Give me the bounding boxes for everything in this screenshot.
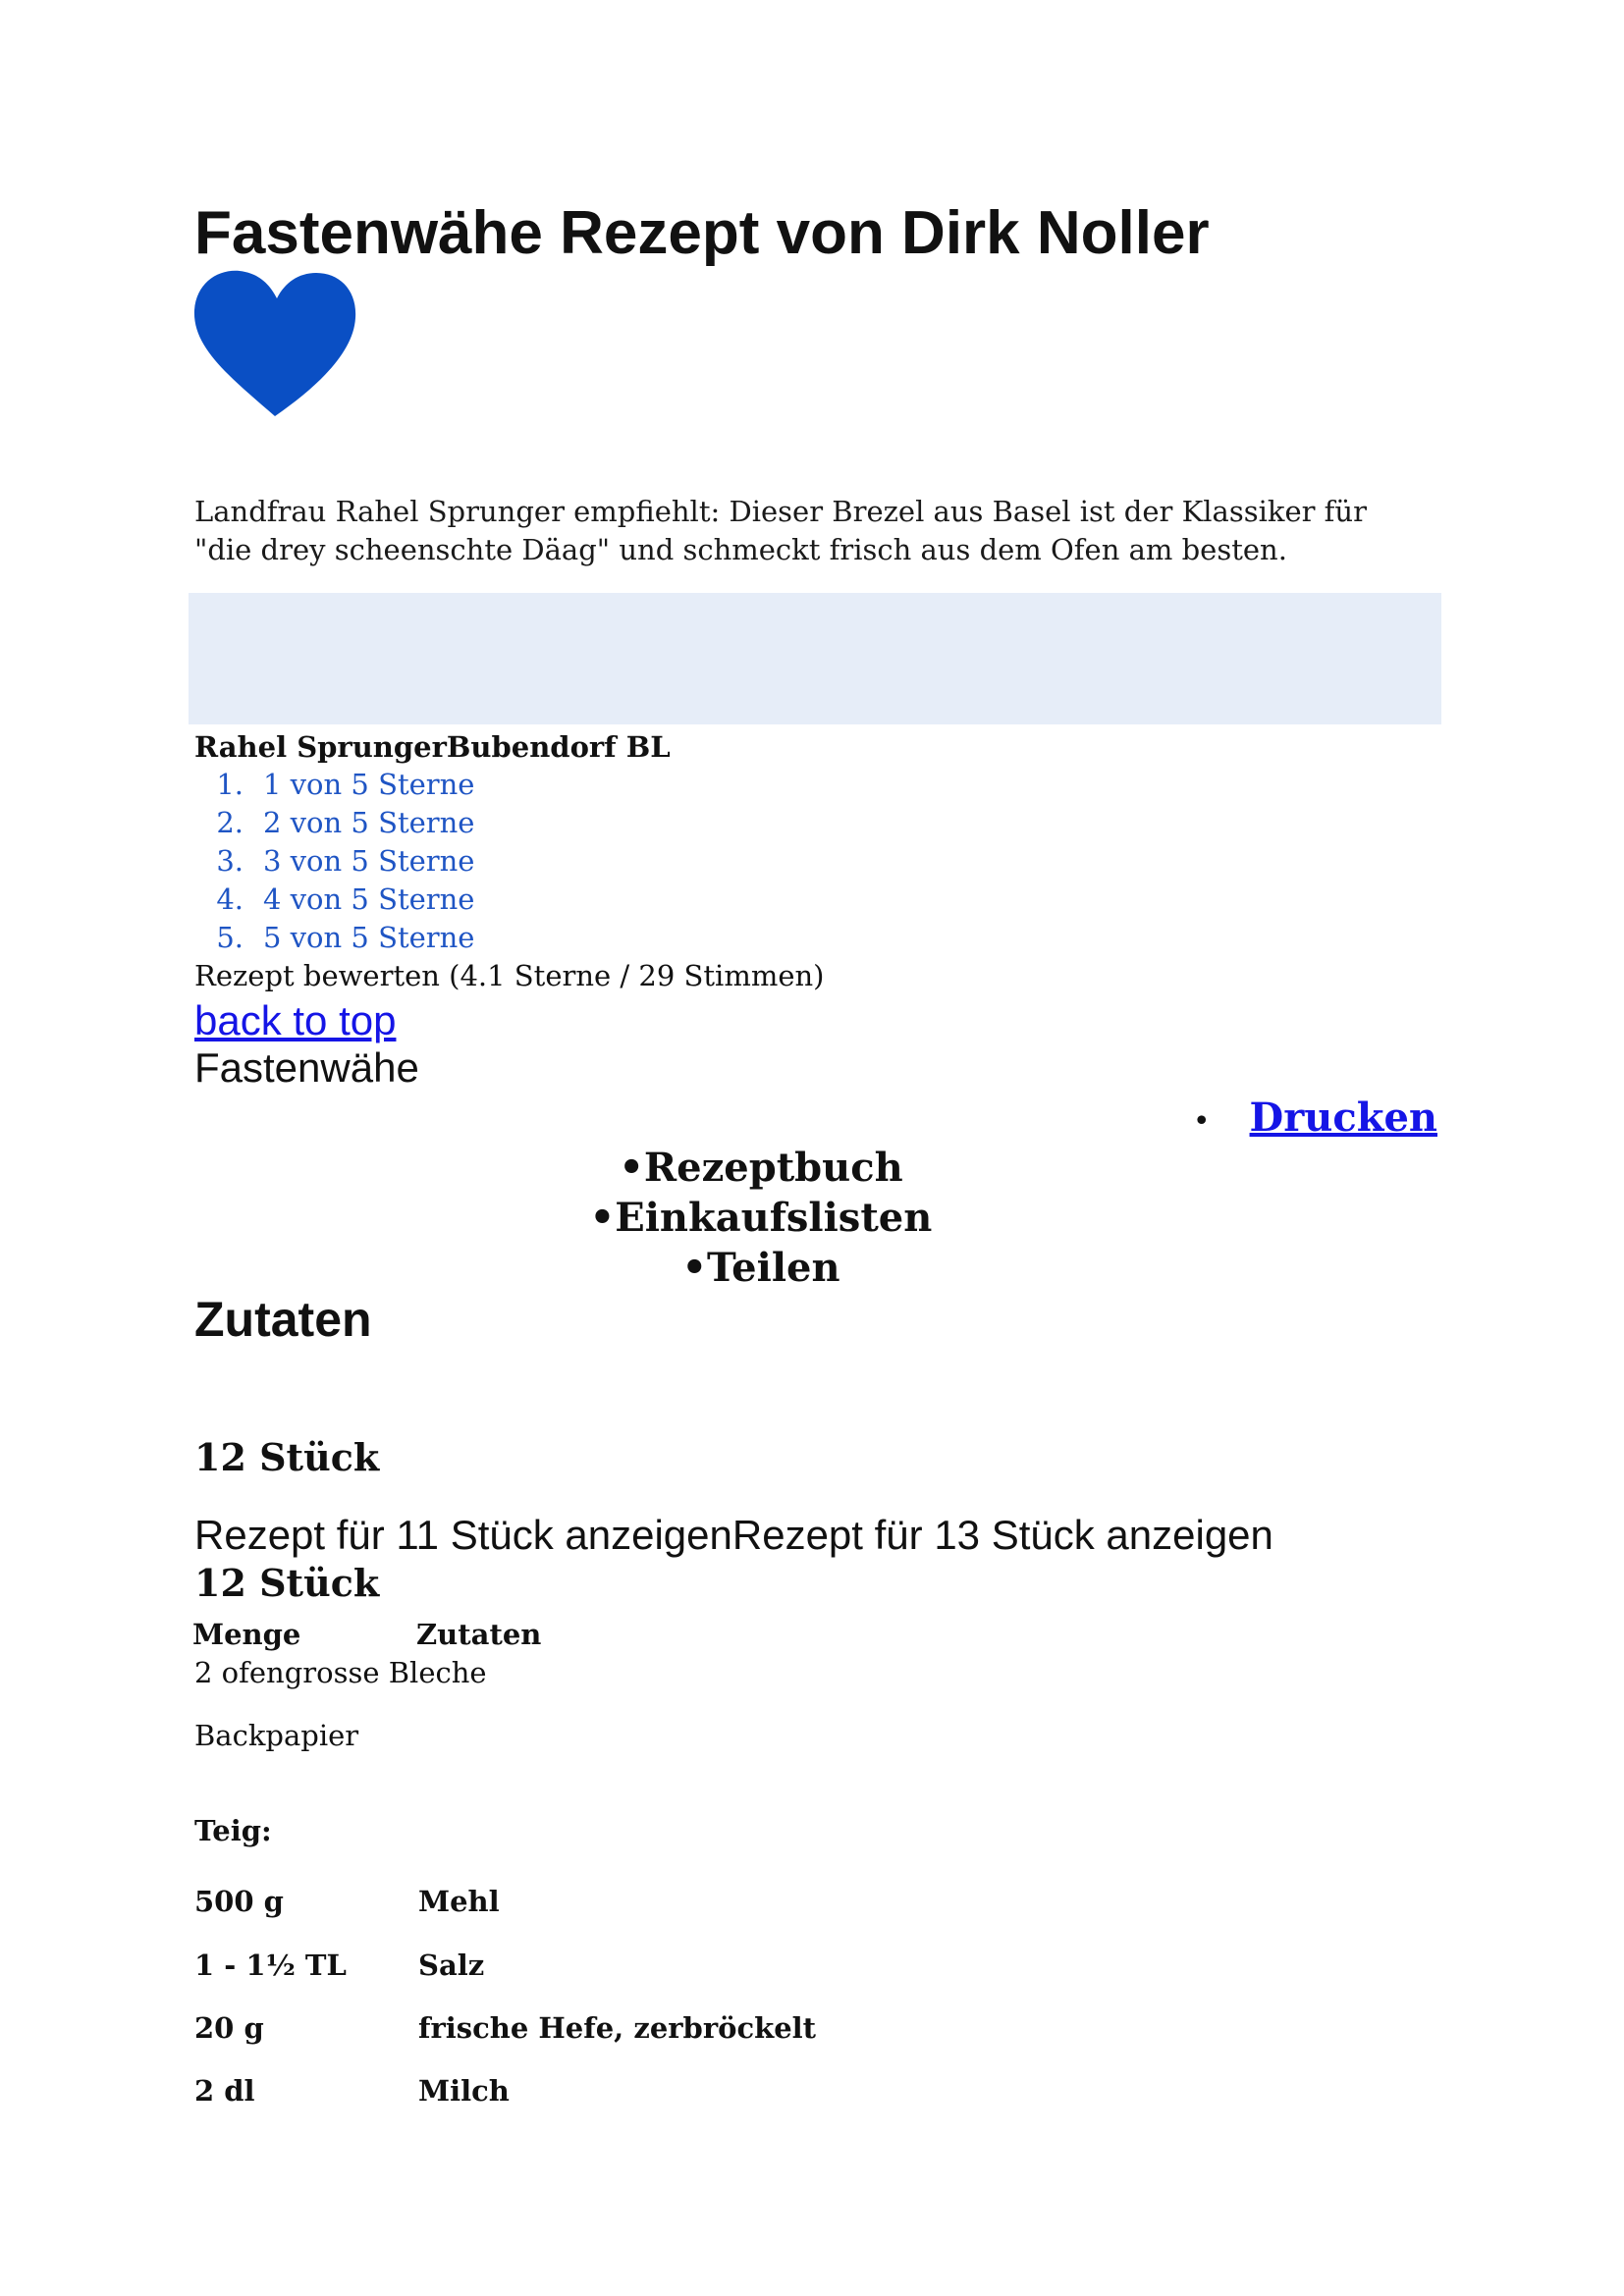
bullet: • (1192, 1104, 1211, 1139)
ingredient-amount: 500 g (194, 1885, 284, 1918)
ad-banner (189, 593, 1441, 724)
ingredient-amount: 2 dl (194, 2074, 255, 2108)
star-rating-item[interactable] (194, 804, 474, 842)
ingredient-name: Mehl (418, 1885, 500, 1918)
portion-size: 12 Stück (194, 1435, 380, 1479)
ingredient-name: frische Hefe, zerbröckelt (418, 2011, 817, 2045)
recipe-actions (194, 1143, 1327, 1293)
print-action (1193, 1094, 1437, 1147)
list-number: 3. (216, 844, 244, 878)
star-rating-list (194, 766, 474, 957)
star-rating-item[interactable] (194, 919, 474, 957)
ingredient-amount: 1 - 1½ TL (194, 1949, 347, 1982)
ingredient-name: Milch (418, 2074, 510, 2108)
ingredient-note: Backpapier (194, 1719, 359, 1752)
column-header-ingredient: Zutaten (416, 1618, 542, 1651)
star-rating-item[interactable] (194, 881, 474, 919)
share-action[interactable]: •Teilen (681, 1245, 840, 1291)
recipe-intro: Landfrau Rahel Sprunger empfiehlt: Dieser Brezel aus Basel ist der Klassiker für "die drey scheenschte Däag" und schmeckt frisch aus dem Ofen am besten. (194, 495, 1367, 566)
ingredient-name: Salz (418, 1949, 485, 1982)
list-number: 2. (216, 806, 244, 839)
recipe-subtitle: Fastenwähe (194, 1044, 419, 1091)
ingredient-section-heading: Teig: (194, 1814, 272, 1847)
star-rating-item[interactable] (194, 842, 474, 881)
star-rating-item[interactable] (194, 766, 474, 804)
author-line: Rahel SprungerBubendorf BL (194, 730, 671, 764)
star-rating-label[interactable]: 4 von 5 Sterne (263, 882, 475, 916)
star-rating-label[interactable]: 1 von 5 Sterne (263, 768, 475, 801)
column-header-amount: Menge (192, 1618, 301, 1651)
shopping-list-action[interactable]: •Einkaufslisten (589, 1195, 933, 1241)
ingredients-heading: Zutaten (194, 1292, 372, 1347)
list-number: 5. (216, 921, 244, 954)
star-rating-label[interactable]: 3 von 5 Sterne (263, 844, 475, 878)
recipebook-action[interactable]: •Rezeptbuch (619, 1145, 903, 1191)
ingredient-amount: 20 g (194, 2011, 264, 2045)
star-rating-label[interactable]: 2 von 5 Sterne (263, 806, 475, 839)
portion-size-repeat: 12 Stück (194, 1561, 380, 1605)
print-link[interactable]: Drucken (1249, 1095, 1437, 1141)
back-to-top-link[interactable]: back to top (194, 997, 397, 1043)
ingredient-note: 2 ofengrosse Bleche (194, 1656, 487, 1689)
list-number: 1. (216, 768, 244, 801)
portion-adjust-links[interactable]: Rezept für 11 Stück anzeigenRezept für 13 Stück anzeigen (194, 1512, 1273, 1558)
heart-icon[interactable] (190, 269, 359, 426)
page-title: Fastenwähe Rezept von Dirk Noller (194, 199, 1210, 267)
rating-summary: Rezept bewerten (4.1 Sterne / 29 Stimmen) (194, 959, 825, 992)
list-number: 4. (216, 882, 244, 916)
star-rating-label[interactable]: 5 von 5 Sterne (263, 921, 475, 954)
